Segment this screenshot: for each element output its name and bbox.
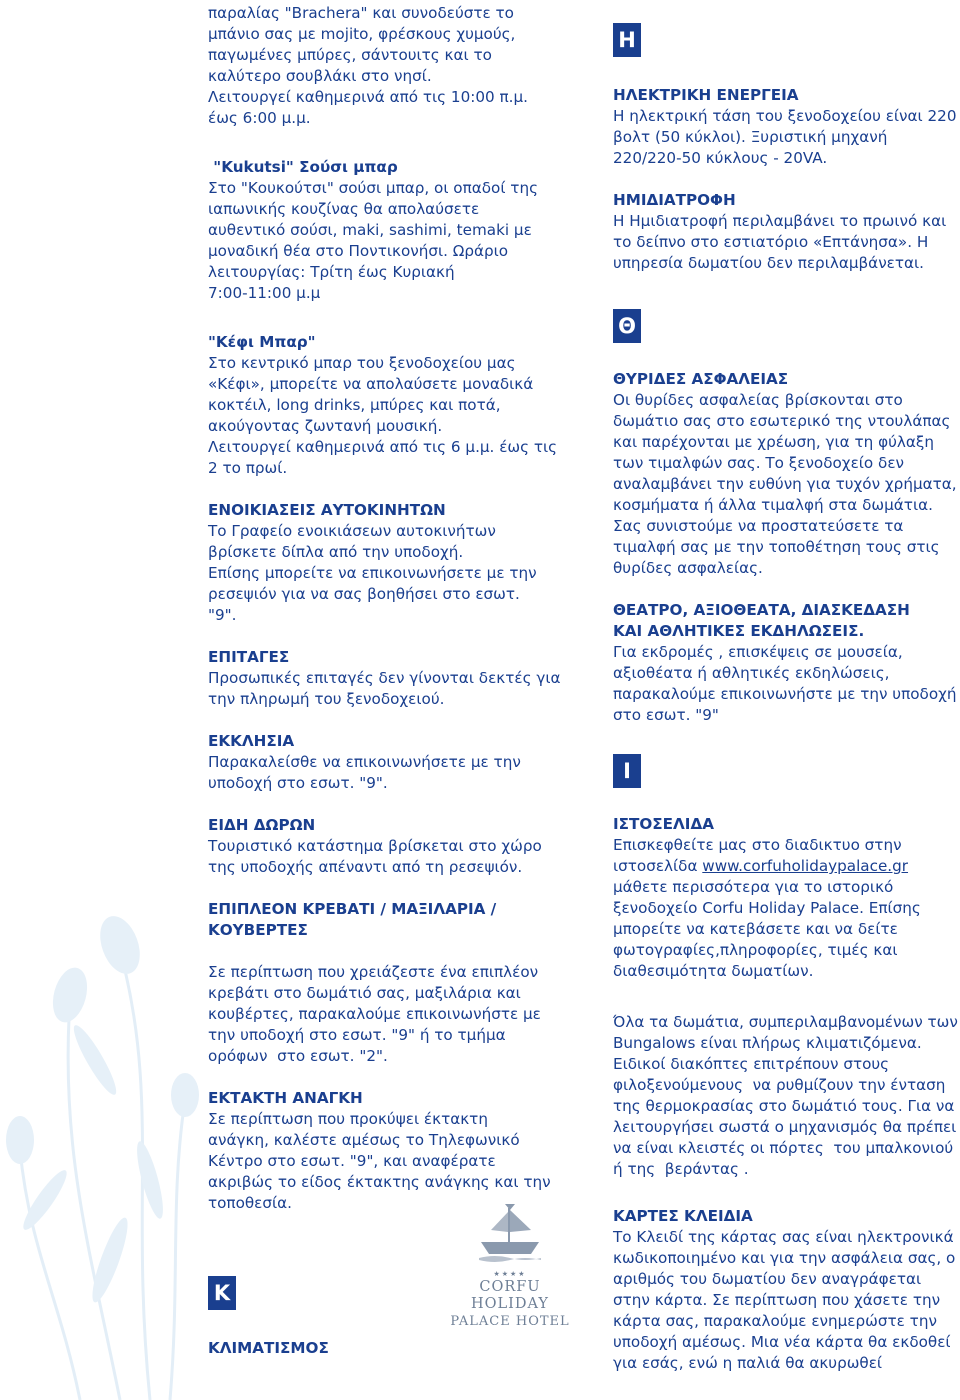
section-air-conditioning: Όλα τα δωμάτια, συμπεριλαμβανομένων των Bungalows είναι πλήρως κλιματιζόμενα. Ειδικοί διακόπτες επιτρέπουν στους φιλοξενούμενους να ρυθμίζουν την ένταση της θερμοκρασίας στο δωμάτιό τους. Για να λειτουργήσει σωστά ο μηχανισμός θα πρέπει να είναι κλειστές οι πόρτες του μπαλκονιού ή της βεράντας . [613, 1013, 958, 1178]
letter-badge: Ι [613, 754, 641, 788]
floral-watermark [0, 0, 200, 1400]
letter-badge: Θ [613, 309, 641, 343]
hotel-name-line2: PALACE HOTEL [450, 1314, 570, 1329]
section-website: ΙΣΤΟΣΕΛΙΔΑ Επισκεφθείτε μας στο διαδικτυο στην ιστοσελίδα www.corfuholidaypalace.gr μάθετε περισσότερα για το ιστορικό ξενοδοχείο Corfu Holiday Palace. Επίσης μπορείτε να κατεβάσετε και να δείτε φωτογραφίες,πληροφορίες, τιμές και διαθεσιμότητα δωματίων. [613, 814, 958, 982]
section-sushi-bar: "Kukutsi" Σούσι μπαρ Στο "Κουκούτσι" σούσι μπαρ, οι οπαδοί της ιαπωνικής κουζίνας θα απολαύσετε αυθεντικό σούσι, maki, sashimi, temaki με μοναδική θέα στο Ποντικονήσι. Ωράριο λειτουργίας: Τρίτη έως Κυριακή 7:00-11:00 μ.μ [208, 157, 568, 304]
section-letter-i [613, 754, 958, 788]
section-title: ΘΥΡΙΔΕΣ ΑΣΦΑΛΕΙΑΣ [613, 370, 789, 388]
section-title: ΕΚΚΛΗΣΙΑ [208, 732, 295, 750]
section-key-cards: ΚΑΡΤΕΣ ΚΛΕΙΔΙΑ Το Κλειδί της κάρτας σας είναι ηλεκτρονικά κωδικοποιημένο και για την ασφάλεια σας, ο αριθμός του δωματίου δεν αναγράφεται στην κάρτα. Σε περίπτωση που χάσετε την κάρτα σας, παρακαλούμε ενημερώστε την υποδοχή αμέσως. Μια νέα κάρτα θα εκδοθεί για εσάς, ενώ η παλιά θα ακυρωθεί [613, 1206, 958, 1374]
section-cheques: ΕΠΙΤΑΓΕΣ Προσωπικές επιταγές δεν γίνονται δεκτές για την πληρωμή του ξενοδοχειού. [208, 647, 568, 710]
section-emergency: ΕΚΤΑΚΤΗ ΑΝΑΓΚΗ Σε περίπτωση που προκύψει έκτακτη ανάγκη, καλέστε αμέσως το Τηλεφωνικό Κέντρο στο εσωτ. "9", και αναφέρατε ακριβώς το είδος έκτακτης ανάγκης και την τοποθεσία. [208, 1088, 568, 1214]
section-title: ΕΠΙΤΑΓΕΣ [208, 648, 290, 666]
section-title: ΗΜΙΔΙΑΤΡΟΦΗ [613, 191, 736, 209]
section-extra-beds: ΕΠΙΠΛΕΟΝ ΚΡΕΒΑΤΙ / ΜΑΞΙΛΑΡΙΑ / ΚΟΥΒΕΡΤΕΣ Σε περίπτωση που χρειάζεστε ένα επιπλέον κρεβάτι στο δωμάτιό σας, μαξιλάρια και κουβέρτες, παρακαλούμε επικοινωνήστε με την υποδοχή στο εσωτ. "9" ή το τμήμα ορόφων στο εσωτ. "2". [208, 899, 568, 1067]
section-kefi-bar: "Κέφι Μπαρ" Στο κεντρικό μπαρ του ξενοδοχείου μας «Κέφι», μπορείτε να απολαύσετε μοναδικά κοκτέιλ, long drinks, μπύρες και ποτά, ακούγοντας ζωντανή μουσική. Λειτουργεί καθημερινά από τις 6 μ.μ. έως τις 2 το πρωί. [208, 332, 568, 479]
section-electricity: ΗΛΕΚΤΡΙΚΗ ΕΝΕΡΓΕΙΑ Η ηλεκτρική τάση του ξενοδοχείου είναι 220 βολτ (50 κύκλοι). Ξυριστική μηχανή 220/220-50 κύκλους - 20VA. [613, 86, 957, 167]
section-title: ΗΛΕΚΤΡΙΚΗ ΕΝΕΡΓΕΙΑ [613, 86, 799, 104]
section-title: "Κέφι Μπαρ" [208, 333, 316, 351]
intro-text: παραλίας "Brachera" και συνοδεύστε το μπάνιο σας με mojito, φρέσκους χυμούς, παγωμένες μπύρες, σάντουιτς και το καλύτερο σουβλάκι στο νησί. Λειτουργεί καθημερινά από τις 10:00 π.μ. έως 6:00 μ.μ. [208, 4, 528, 127]
hotel-stars: ★★★★ [493, 1270, 527, 1278]
section-title: ΕΙΔΗ ΔΩΡΩΝ [208, 816, 316, 834]
letter-badge: Κ [208, 1276, 236, 1310]
ship-logo-icon [475, 1202, 545, 1264]
section-title: ΕΝΟΙΚΙΑΣΕΙΣ ΑΥΤΟΚΙΝΗΤΩΝ [208, 501, 446, 519]
left-column [208, 3, 568, 1359]
aircon-title: ΚΛΙΜΑΤΙΣΜΟΣ [208, 1339, 329, 1357]
section-theatre: ΘΕΑΤΡΟ, ΑΞΙΟΘΕΑΤΑ, ΔΙΑΣΚΕΔΑΣΗ ΚΑΙ ΑΘΛΗΤΙΚΕΣ ΕΚΔΗΛΩΣΕΙΣ. Για εκδρομές , επισκέψεις σε μουσεία, αξιοθέατα ή αθλητικές εκδηλώσεις, παρακαλούμε επικοινωνήστε με την υποδοχή στο εσωτ. "9" [613, 601, 957, 724]
section-car-rental: ΕΝΟΙΚΙΑΣΕΙΣ ΑΥΤΟΚΙΝΗΤΩΝ Το Γραφείο ενοικιάσεων αυτοκινήτων βρίσκετε δίπλα από την υποδοχή. Επίσης μπορείτε να επικοινωνήσετε με την ρεσεψιόν για να σας βοηθήσει στο εσωτ. "9". [208, 500, 568, 626]
section-title: ΙΣΤΟΣΕΛΙΔΑ [613, 815, 714, 833]
section-letter-th [613, 309, 958, 343]
section-title: "Kukutsi" Σούσι μπαρ [208, 158, 398, 176]
section-title: ΚΑΡΤΕΣ ΚΛΕΙΔΙΑ [613, 1207, 753, 1225]
section-gifts: ΕΙΔΗ ΔΩΡΩΝ Τουριστικό κατάστημα βρίσκεται στο χώρο της υποδοχής απέναντι από τη ρεσεψιόν. [208, 815, 568, 878]
section-safes: ΘΥΡΙΔΕΣ ΑΣΦΑΛΕΙΑΣ Οι θυρίδες ασφαλείας βρίσκονται στο δωμάτιο σας στο εσωτερικό της ντουλάπας και παρέχονται με χρέωση, για τη φύλαξη των τιμαλφών σας. Το ξενοδοχείο δεν αναλαμβάνει την ευθύνη για τυχόν χρήματα, κοσμήματα ή άλλα τιμαλφή στα δωμάτια. Σας συνιστούμε να προστατεύσετε τα τιμαλφή σας με την τοποθέτηση τους στις θυρίδες ασφαλείας. [613, 370, 957, 577]
section-title: ΕΠΙΠΛΕΟΝ ΚΡΕΒΑΤΙ / ΜΑΞΙΛΑΡΙΑ / [208, 900, 497, 918]
hotel-logo [440, 1202, 580, 1330]
section-church: ΕΚΚΛΗΣΙΑ Παρακαλείσθε να επικοινωνήσετε με την υποδοχή στο εσωτ. "9". [208, 731, 568, 794]
website-link[interactable]: www.corfuholidaypalace.gr [702, 857, 909, 875]
section-title: ΕΚΤΑΚΤΗ ΑΝΑΓΚΗ [208, 1089, 363, 1107]
section-letter-h [613, 23, 958, 57]
hotel-name-line1: CORFU HOLIDAY [471, 1279, 549, 1312]
section-half-board: ΗΜΙΔΙΑΤΡΟΦΗ Η Ημιδιατροφή περιλαμβάνει το πρωινό και το δείπνο στο εστιατόριο «Επτάνησα». Η υπηρεσία δωματίου δεν περιλαμβάνεται. [613, 190, 958, 274]
section-title: ΘΕΑΤΡΟ, ΑΞΙΟΘΕΑΤΑ, ΔΙΑΣΚΕΔΑΣΗ [613, 601, 910, 619]
letter-badge: Η [613, 23, 641, 57]
right-column [613, 3, 958, 1374]
